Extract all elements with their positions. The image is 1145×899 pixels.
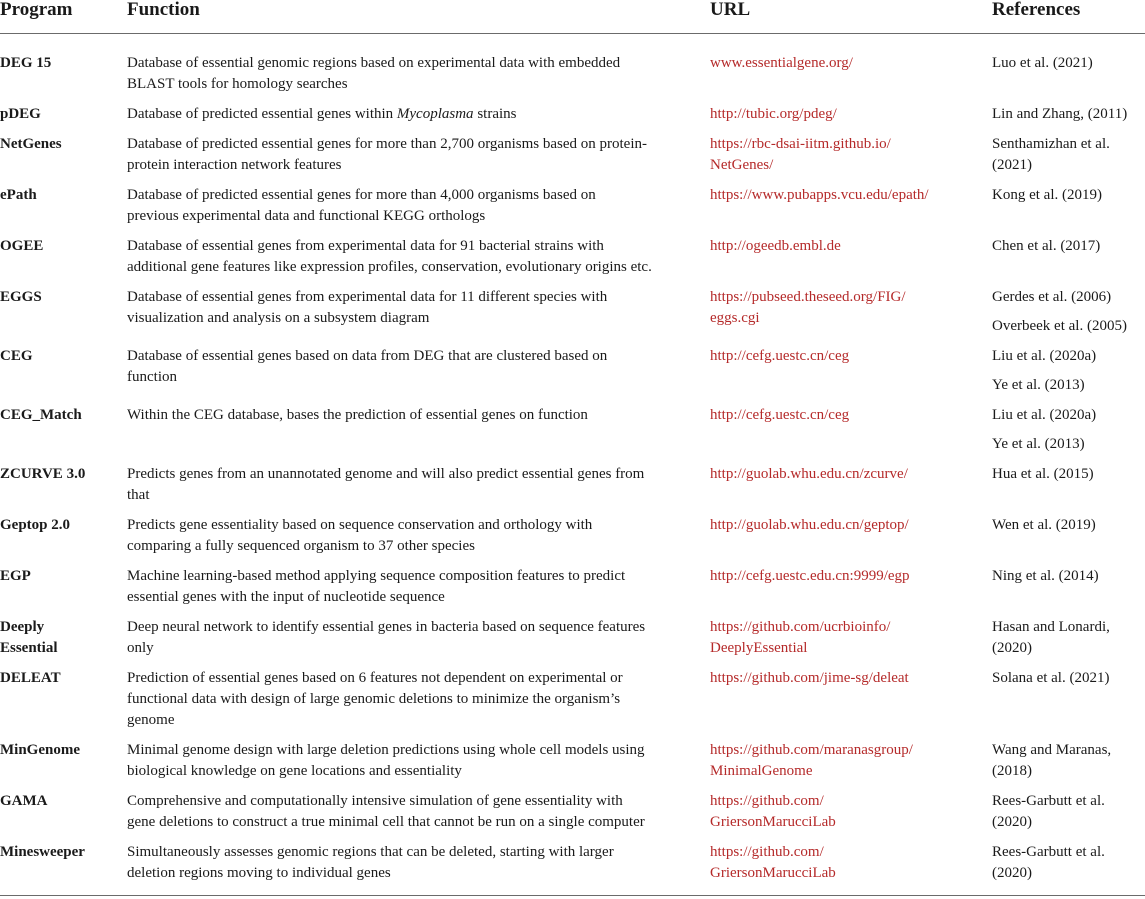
header-program: Program: [0, 0, 73, 20]
function-text: Database of essential genes from experimental data for 91 bacterial strains with additional gene features like expression profiles, conservation, evolutionary origins etc.: [127, 238, 652, 275]
header-references: References: [992, 0, 1081, 20]
reference: Hua et al. (2015): [992, 466, 1094, 482]
url-link[interactable]: http://guolab.whu.edu.cn/geptop/: [710, 517, 909, 533]
function-text: Machine learning-based method applying sequence composition features to predict essential genes with the input of nucleotide sequence: [127, 568, 626, 605]
program-name: ePath: [0, 187, 37, 203]
function-text: Predicts gene essentiality based on sequence conservation and orthology with comparing a fully sequenced organism to 37 other species: [127, 517, 593, 554]
program-name: Deeply Essential: [0, 619, 58, 656]
reference: Ye et al. (2013): [992, 436, 1085, 452]
function-text: Database of predicted essential genes for more than 2,700 organisms based on protein- protein interaction network features: [127, 136, 647, 173]
reference: Overbeek et al. (2005): [992, 318, 1127, 334]
reference: Kong et al. (2019): [992, 187, 1102, 203]
program-name: DELEAT: [0, 670, 61, 686]
function-text: Minimal genome design with large deletion predictions using whole cell models using biological knowledge on gene locations and essentiality: [127, 742, 645, 779]
reference: Ning et al. (2014): [992, 568, 1099, 584]
program-name: OGEE: [0, 238, 44, 254]
table-header: [0, 0, 1145, 34]
function-text: Predicts genes from an unannotated genome and will also predict essential genes from that: [127, 466, 645, 503]
url-link[interactable]: https://github.com/maranasgroup/ MinimalGenome: [710, 742, 913, 779]
url-link[interactable]: http://cefg.uestc.cn/ceg: [710, 348, 850, 364]
function-text: Database of essential genes based on data from DEG that are clustered based on function: [127, 348, 608, 385]
reference: Ye et al. (2013): [992, 377, 1085, 393]
function-text: Deep neural network to identify essential genes in bacteria based on sequence features only: [127, 619, 646, 656]
url-link[interactable]: https://pubseed.theseed.org/FIG/ eggs.cgi: [710, 289, 906, 326]
function-text: Prediction of essential genes based on 6 features not dependent on experimental or functional data with design of large genomic deletions to minimize the organism’s genome: [127, 670, 623, 728]
program-name: CEG_Match: [0, 407, 82, 423]
function-text: Database of predicted essential genes within Mycoplasma strains: [127, 106, 517, 122]
url-link[interactable]: http://cefg.uestc.edu.cn:9999/egp: [710, 568, 910, 584]
program-name: EGGS: [0, 289, 42, 305]
reference: Lin and Zhang, (2011): [992, 106, 1128, 122]
reference: Gerdes et al. (2006): [992, 289, 1112, 305]
url-link[interactable]: http://tubic.org/pdeg/: [710, 106, 837, 122]
url-link[interactable]: https://github.com/ GriersonMarucciLab: [710, 793, 836, 830]
url-link[interactable]: http://guolab.whu.edu.cn/zcurve/: [710, 466, 908, 482]
url-link[interactable]: https://github.com/ GriersonMarucciLab: [710, 844, 836, 881]
function-text: Comprehensive and computationally intensive simulation of gene essentiality with gene deletions to construct a true minimal cell that cannot be run on a single computer: [127, 793, 645, 830]
reference: Hasan and Lonardi, (2020): [992, 619, 1110, 656]
url-link[interactable]: http://ogeedb.embl.de: [710, 238, 841, 254]
reference: Liu et al. (2020a): [992, 407, 1097, 423]
program-name: MinGenome: [0, 742, 80, 758]
url-link[interactable]: https://github.com/ucrbioinfo/ DeeplyEssential: [710, 619, 891, 656]
function-text: Database of predicted essential genes for more than 4,000 organisms based on previous experimental data and functional KEGG orthologs: [127, 187, 596, 224]
reference: Wen et al. (2019): [992, 517, 1096, 533]
table-bottom-rule: [0, 895, 1145, 896]
url-link[interactable]: https://rbc-dsai-iitm.github.io/ NetGenes/: [710, 136, 891, 173]
program-name: Minesweeper: [0, 844, 85, 860]
program-name: EGP: [0, 568, 31, 584]
url-link[interactable]: https://www.pubapps.vcu.edu/epath/: [710, 187, 929, 203]
reference: Solana et al. (2021): [992, 670, 1110, 686]
reference: Liu et al. (2020a): [992, 348, 1097, 364]
url-link[interactable]: https://github.com/jime-sg/deleat: [710, 670, 909, 686]
program-name: DEG 15: [0, 55, 52, 71]
function-text: Within the CEG database, bases the prediction of essential genes on function: [127, 407, 588, 423]
reference: Luo et al. (2021): [992, 55, 1093, 71]
function-text: Simultaneously assesses genomic regions that can be deleted, starting with larger deletion regions moving to individual genes: [127, 844, 614, 881]
program-name: ZCURVE 3.0: [0, 466, 86, 482]
reference: Wang and Maranas, (2018): [992, 742, 1112, 779]
program-name: CEG: [0, 348, 33, 364]
header-function: Function: [127, 0, 200, 20]
reference: Senthamizhan et al. (2021): [992, 136, 1110, 173]
program-name: GAMA: [0, 793, 48, 809]
function-text: Database of essential genomic regions based on experimental data with embedded BLAST tools for homology searches: [127, 55, 621, 92]
header-url: URL: [710, 0, 751, 20]
program-name: Geptop 2.0: [0, 517, 71, 533]
reference: Rees-Garbutt et al. (2020): [992, 844, 1105, 881]
program-name: pDEG: [0, 106, 41, 122]
function-text: Database of essential genes from experimental data for 11 different species with visualization and analysis on a subsystem diagram: [127, 289, 608, 326]
reference: Chen et al. (2017): [992, 238, 1101, 254]
url-link[interactable]: www.essentialgene.org/: [710, 55, 853, 71]
program-name: NetGenes: [0, 136, 62, 152]
reference: Rees-Garbutt et al. (2020): [992, 793, 1105, 830]
url-link[interactable]: http://cefg.uestc.cn/ceg: [710, 407, 850, 423]
species-italic: Mycoplasma: [396, 106, 474, 122]
